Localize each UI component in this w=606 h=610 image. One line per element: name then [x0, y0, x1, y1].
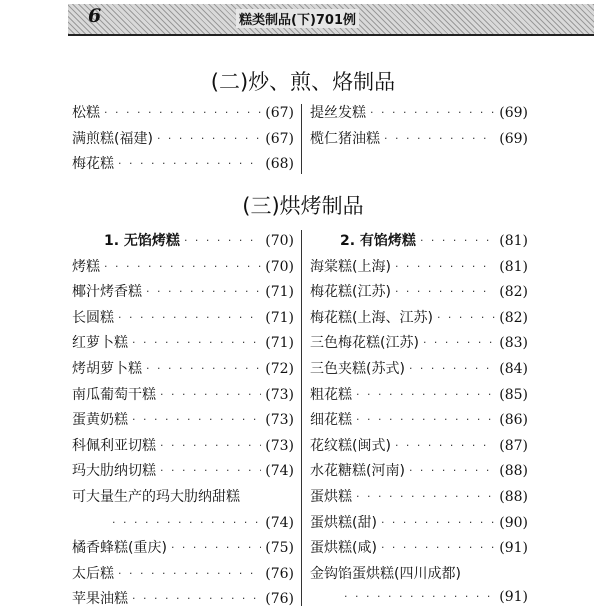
leader-dots [395, 256, 495, 278]
toc-entry-title: 红萝卜糕 [72, 335, 128, 352]
toc-page-number: (74) [265, 514, 294, 531]
toc-page-number: (88) [499, 489, 528, 505]
toc-entry [310, 384, 528, 406]
toc-page-number: (68) [265, 156, 294, 173]
toc-entry-title: 蛋烘糕(咸) [310, 540, 377, 557]
leader-dots [132, 409, 261, 431]
toc-entry [72, 384, 294, 406]
toc-entry [72, 281, 294, 303]
toc-entry-title: 花纹糕(闽式) [310, 437, 391, 454]
toc-entry-title: 松糕 [72, 105, 100, 121]
leader-dots [384, 128, 495, 150]
page-number: 6 [88, 5, 102, 27]
toc-page-number: (69) [499, 105, 528, 121]
toc-entry [310, 435, 528, 457]
leader-dots [146, 358, 261, 380]
toc-entry-title: 太后糕 [72, 565, 114, 582]
toc-entry [340, 586, 528, 608]
toc-entry-title: 烤胡萝卜糕 [72, 361, 142, 377]
toc-entry-title: 提丝发糕 [310, 105, 366, 121]
toc-entry-title: 梅花糕 [72, 156, 114, 173]
toc-entry [72, 332, 294, 354]
toc-page-number: (75) [265, 540, 294, 557]
leader-dots [420, 230, 495, 252]
toc-entry-title: 细花糕 [310, 412, 352, 429]
leader-dots [160, 435, 261, 457]
toc-page-number: (82) [499, 309, 528, 326]
leader-dots [184, 230, 261, 252]
toc-entry-title: 苹果油糕 [72, 591, 128, 608]
toc-entry [310, 307, 528, 329]
toc-page-number: (83) [499, 335, 528, 352]
toc-entry [72, 153, 294, 175]
toc-entry-title: 满煎糕(福建) [72, 130, 153, 147]
toc-entry-title: 1. 无馅烤糕 [104, 233, 180, 249]
toc-entry [108, 512, 294, 534]
toc-entry [310, 358, 528, 380]
toc-page-number: (73) [265, 386, 294, 403]
toc-entry [72, 563, 294, 585]
toc-entry-title: 长圆糕 [72, 309, 114, 326]
toc-page-number: (73) [265, 412, 294, 429]
toc-entry-title: 粗花糕 [310, 386, 352, 403]
leader-dots [171, 537, 261, 559]
leader-dots [356, 384, 495, 406]
toc-entry-title: 三色梅花糕(江苏) [310, 335, 419, 352]
toc-entry-title: 海棠糕(上海) [310, 258, 391, 275]
leader-dots [344, 586, 495, 608]
toc-entry-title: 烤糕 [72, 258, 100, 275]
leader-dots [118, 153, 261, 175]
leader-dots [112, 512, 261, 534]
leader-dots [356, 409, 495, 431]
toc-page-number: (81) [499, 233, 528, 249]
toc-page-number: (67) [265, 105, 294, 121]
toc-entry [310, 409, 528, 431]
toc-entry-title: 三色夹糕(苏式) [310, 361, 405, 377]
toc-entry-title: 蛋黄奶糕 [72, 412, 128, 429]
toc-page-number: (71) [265, 284, 294, 301]
leader-dots [157, 128, 261, 150]
toc-page-number: (84) [499, 361, 528, 377]
leader-dots [146, 281, 261, 303]
toc-entry [72, 102, 294, 124]
toc-page-number: (71) [265, 335, 294, 352]
toc-page-number: (70) [265, 258, 294, 275]
toc-entry-title: 2. 有馅烤糕 [340, 233, 416, 249]
section-title-bake: (三)烘烤制品 [242, 194, 364, 218]
toc-page-number: (91) [499, 589, 528, 606]
toc-entry [72, 537, 294, 559]
toc-entry-title: 可大量生产的玛大肋纳甜糕 [72, 489, 240, 505]
column-divider [301, 230, 302, 606]
toc-entry [72, 409, 294, 431]
toc-subheading [340, 230, 528, 252]
toc-entry-title: 南瓜葡萄干糕 [72, 386, 156, 403]
toc-entry [72, 588, 294, 610]
leader-dots [395, 435, 495, 457]
leader-dots [423, 332, 495, 354]
toc-page-number: (74) [265, 463, 294, 480]
toc-page-number: (90) [499, 514, 528, 531]
toc-page-number: (69) [499, 130, 528, 147]
toc-entry [72, 358, 294, 380]
toc-entry [310, 460, 528, 482]
toc-subheading [104, 230, 294, 252]
leader-dots [370, 102, 495, 124]
toc-page-number: (70) [265, 233, 294, 249]
toc-entry [310, 332, 528, 354]
toc-page-number: (82) [499, 284, 528, 301]
leader-dots [437, 307, 495, 329]
toc-entry-title: 水花糖糕(河南) [310, 463, 405, 480]
toc-entry [310, 537, 528, 559]
leader-dots [104, 102, 261, 124]
running-title: 糕类制品(下)701例 [236, 9, 359, 28]
toc-entry-title: 蛋烘糕 [310, 489, 352, 505]
toc-page-number: (91) [499, 540, 528, 557]
toc-entry [310, 128, 528, 150]
toc-entry [310, 486, 528, 508]
toc-entry-title: 椰汁烤香糕 [72, 284, 142, 301]
leader-dots [118, 307, 261, 329]
leader-dots [381, 537, 495, 559]
toc-entry-title: 榄仁猪油糕 [310, 130, 380, 147]
toc-entry [310, 281, 528, 303]
leader-dots [160, 384, 261, 406]
toc-entry [310, 512, 528, 534]
toc-entry-title: 金钩馅蛋烘糕(四川成都) [310, 565, 461, 582]
toc-entry-title: 蛋烘糕(甜) [310, 514, 377, 531]
toc-page-number: (85) [499, 386, 528, 403]
toc-entry [72, 307, 294, 329]
toc-page-number: (71) [265, 309, 294, 326]
toc-entry-title: 玛大肋纳切糕 [72, 463, 156, 480]
toc-page-number: (67) [265, 130, 294, 147]
leader-dots [409, 358, 495, 380]
leader-dots [160, 460, 261, 482]
toc-page-number: (72) [265, 361, 294, 377]
section-title-stir-fry: (二)炒、煎、烙制品 [210, 70, 396, 94]
toc-page-number: (73) [265, 437, 294, 454]
leader-dots [356, 486, 495, 508]
toc-entry [72, 435, 294, 457]
toc-page-number: (86) [499, 412, 528, 429]
toc-entry [310, 102, 528, 124]
toc-entry-title: 梅花糕(上海、江苏) [310, 309, 433, 326]
toc-page-number: (87) [499, 437, 528, 454]
toc-page-number: (81) [499, 258, 528, 275]
toc-page-number: (88) [499, 463, 528, 480]
leader-dots [132, 588, 261, 610]
column-divider [301, 104, 302, 174]
leader-dots [118, 563, 261, 585]
toc-entry [72, 256, 294, 278]
leader-dots [381, 512, 495, 534]
leader-dots [132, 332, 261, 354]
toc-page-number: (76) [265, 591, 294, 608]
leader-dots [395, 281, 495, 303]
toc-entry [310, 256, 528, 278]
leader-dots [409, 460, 495, 482]
toc-entry [72, 460, 294, 482]
leader-dots [104, 256, 261, 278]
toc-entry-title: 橘香蜂糕(重庆) [72, 540, 167, 557]
toc-entry-title: 科佩利亚切糕 [72, 437, 156, 454]
toc-entry-title: 梅花糕(江苏) [310, 284, 391, 301]
toc-page-number: (76) [265, 565, 294, 582]
toc-entry [72, 128, 294, 150]
